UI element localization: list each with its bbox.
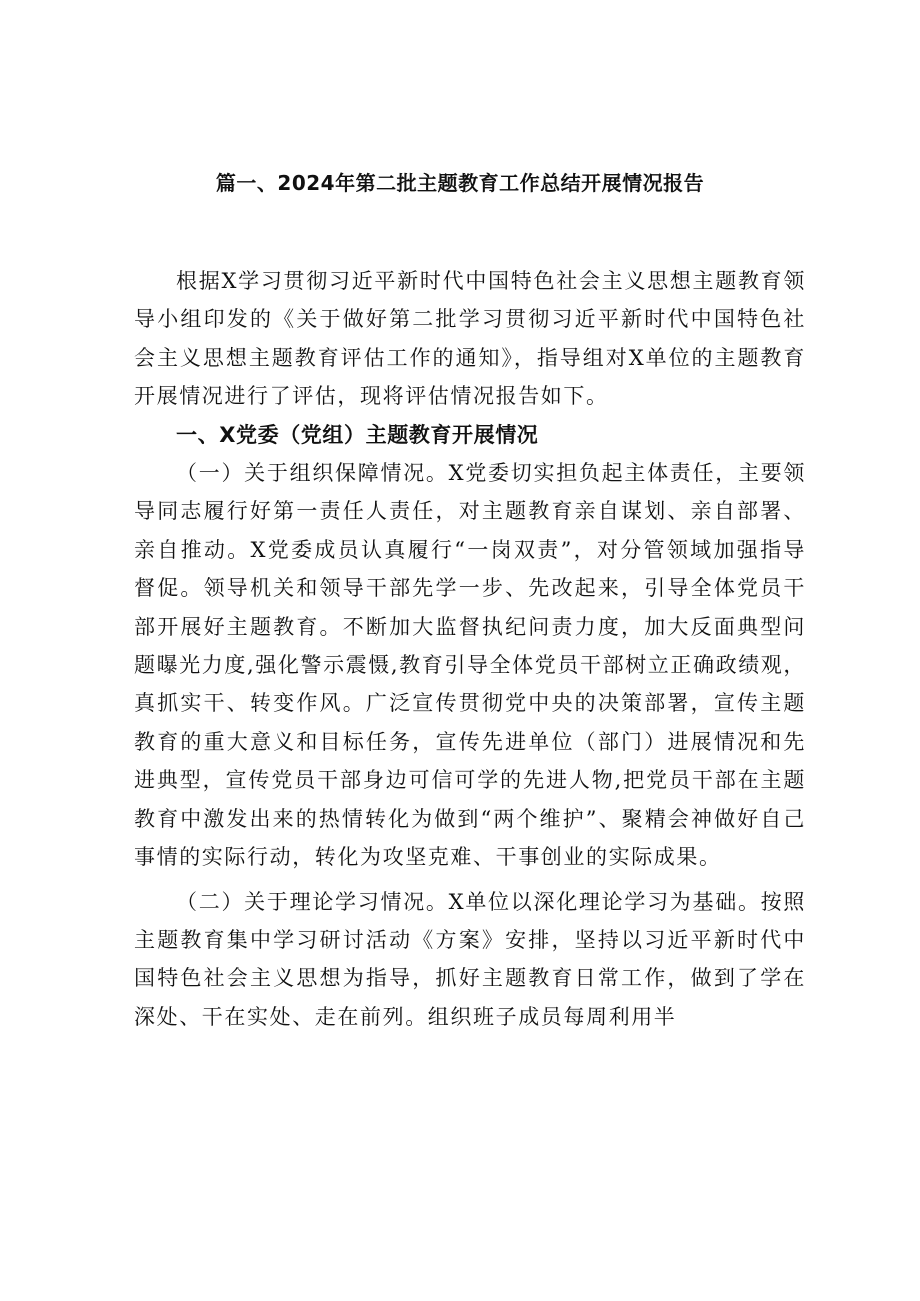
organization-guarantee-paragraph: （一）关于组织保障情况。X党委切实担负起主体责任，主要领导同志履行好第一责任人责任，对主题教育亲自谋划、亲自部署、亲自推动。X党委成员认真履行“一岗双责”，对分管领域加强指导督促。领导机关和领导干部先学一步、先改起来，引导全体党员干部开展好主题教育。不断加大监督执纪问责力度，加大反面典型问题曝光力度,强化警示震慑,教育引导全体党员干部树立正确政绩观，真抓实干、转变作风。广泛宣传贯彻党中央的决策部署，宣传主题教育的重大意义和目标任务，宣传先进单位（部门）进展情况和先进典型，宣传党员干部身边可信可学的先进人物,把党员干部在主题教育中激发出来的热情转化为做到“两个维护”、聚精会神做好自己事情的实际行动，转化为攻坚克难、干事创业的实际成果。 [134, 461, 806, 870]
intro-paragraph: 根据X学习贯彻习近平新时代中国特色社会主义思想主题教育领导小组印发的《关于做好第二批学习贯彻习近平新时代中国特色社会主义思想主题教育评估工作的通知》，指导组对X单位的主题教育开展情况进行了评估，现将评估情况报告如下。 [134, 269, 806, 409]
theory-study-paragraph: （二）关于理论学习情况。X单位以深化理论学习为基础。按照主题教育集中学习研讨活动《方案》安排，坚持以习近平新时代中国特色社会主义思想为指导，抓好主题教育日常工作，做到了学在深处、干在实处、走在前列。组织班子成员每周利用半 [134, 889, 806, 1029]
document-body [134, 262, 806, 1036]
section-heading: 一、X党委（党组）主题教育开展情况 [176, 422, 539, 447]
document-title: 篇一、2024年第二批主题教育工作总结开展情况报告 [215, 171, 705, 195]
